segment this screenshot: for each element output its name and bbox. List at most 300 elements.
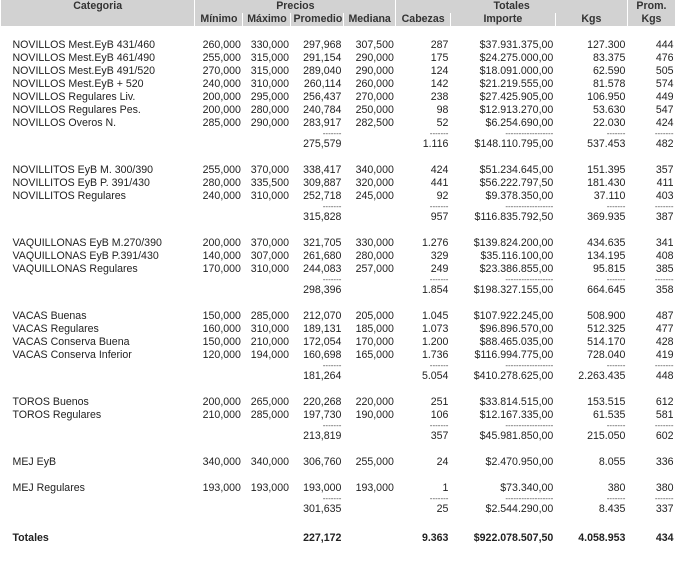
subtotal-cell: 275,579 [303, 137, 342, 150]
dash-separator: ------------------ [505, 276, 554, 283]
row-cell: 92 [436, 190, 449, 202]
dash-separator: ------- [654, 422, 674, 429]
row-cell: 315,000 [250, 52, 289, 64]
dash-separator: ------------------ [505, 422, 554, 429]
row-cell: 419 [655, 349, 674, 361]
subtotal-cell: 1.116 [422, 137, 449, 150]
dash-separator: ------------------ [505, 203, 554, 210]
subtotal-cell: 301,635 [303, 502, 342, 515]
table-row [1, 65, 676, 78]
subtotal-cell: 957 [430, 210, 449, 223]
row-cell: 200,000 [202, 104, 241, 116]
row-cell [195, 469, 243, 482]
row-cell: 151.395 [587, 164, 626, 176]
table-row [1, 164, 676, 177]
row-cell: 250,000 [355, 104, 394, 116]
row-cell: 62.590 [592, 65, 626, 77]
row-cell: 142 [430, 78, 449, 90]
subtotal-cell: 369.935 [587, 210, 626, 223]
row-cell: 408 [655, 250, 674, 262]
dash-separator: ------------------ [505, 362, 554, 369]
row-category: NOVILLOS Mest.EyB + 520 [12, 78, 144, 90]
row-cell [450, 469, 555, 482]
header-kgs: Kgs [555, 13, 627, 26]
dash-separator: ------- [322, 362, 342, 369]
row-cell: 280,000 [202, 177, 241, 189]
dash-separator: ------- [654, 362, 674, 369]
row-cell: 574 [655, 78, 674, 90]
subtotal-row [1, 429, 676, 443]
totals-promedio: 227,172 [303, 531, 342, 544]
row-cell: 270,000 [202, 65, 241, 77]
row-cell: 124 [430, 65, 449, 77]
row-cell: 256,437 [303, 91, 342, 103]
row-cell: 240,000 [202, 78, 241, 90]
table-row [1, 336, 676, 349]
table-row [1, 39, 676, 52]
row-category: TOROS Regulares [12, 409, 102, 421]
row-cell: 449 [655, 91, 674, 103]
row-category: NOVILLOS Overos N. [12, 117, 117, 129]
row-cell: 193,000 [250, 482, 289, 494]
table-row [1, 323, 676, 336]
row-cell: 249 [430, 263, 449, 275]
row-cell: 1.073 [421, 323, 449, 335]
header-totales: Totales [396, 0, 628, 13]
table-row [1, 482, 676, 495]
table-row [1, 104, 676, 117]
row-cell: 385 [655, 263, 674, 275]
row-category: VAQUILLONAS Regulares [12, 263, 138, 275]
row-cell: 81.578 [592, 78, 626, 90]
row-cell: 95.815 [592, 263, 626, 275]
row-cell: 172,054 [303, 336, 342, 348]
row-cell: 189,131 [303, 323, 342, 335]
row-cell: 340,000 [202, 456, 241, 468]
row-cell: 260,114 [303, 78, 342, 90]
row-cell [243, 469, 291, 482]
row-cell: 290,000 [355, 52, 394, 64]
row-cell: 295,000 [250, 91, 289, 103]
row-category: VACAS Regulares [12, 323, 99, 335]
row-cell: 165,000 [355, 349, 394, 361]
table-row [1, 349, 676, 362]
totals-cabezas: 9.363 [421, 531, 449, 544]
row-cell: 150,000 [202, 336, 241, 348]
dash-separator: ------- [429, 130, 449, 137]
dash-separator: ------- [654, 203, 674, 210]
row-cell: 181.430 [587, 177, 626, 189]
row-cell: 477 [655, 323, 674, 335]
row-cell: 282,500 [355, 117, 394, 129]
row-cell: 370,000 [250, 237, 289, 249]
dash-separator: ------------------ [505, 495, 554, 502]
header-mediana: Mediana [343, 13, 395, 26]
row-cell: 153.515 [587, 396, 626, 408]
row-cell: 185,000 [355, 323, 394, 335]
row-cell: $73.340,00 [500, 482, 554, 494]
totals-prom-kgs: 434 [655, 531, 674, 544]
row-cell: 612 [655, 396, 674, 408]
row-category: VAQUILLONAS EyB P.391/430 [12, 250, 159, 262]
separator-row [1, 130, 676, 137]
dash-separator: ------- [606, 130, 626, 137]
row-cell: 240,784 [303, 104, 342, 116]
row-cell: 1.200 [421, 336, 449, 348]
subtotal-cell: $116.835.792,50 [474, 210, 554, 223]
row-cell: 338,417 [303, 164, 342, 176]
row-cell: 240,000 [202, 190, 241, 202]
table-row [1, 469, 676, 482]
table-row [1, 250, 676, 263]
row-cell: 315,000 [250, 65, 289, 77]
row-cell: 411 [656, 177, 674, 189]
row-cell [396, 469, 451, 482]
spacer-row [1, 383, 676, 396]
row-cell: 200,000 [202, 91, 241, 103]
row-cell: 212,070 [303, 310, 342, 322]
header-importe: Importe [450, 13, 555, 26]
row-cell: $35.116.100,00 [480, 250, 554, 262]
subtotal-cell: 298,396 [303, 283, 342, 296]
row-cell: 434.635 [587, 237, 626, 249]
table-row [1, 78, 676, 91]
row-cell: 261,680 [303, 250, 342, 262]
row-cell: 581 [655, 409, 674, 421]
row-cell: 444 [655, 39, 674, 51]
totals-importe: $922.078.507,50 [473, 531, 554, 544]
row-category: VACAS Buenas [12, 310, 87, 322]
row-cell: 52 [436, 117, 449, 129]
row-cell: 24 [436, 456, 449, 468]
subtotal-cell: 337 [655, 502, 674, 515]
row-cell: 424 [430, 164, 449, 176]
row-cell: 193,000 [355, 482, 394, 494]
row-cell: 190,000 [355, 409, 394, 421]
row-category: MEJ Regulares [12, 482, 85, 494]
row-cell: 251 [430, 396, 449, 408]
row-cell: 380 [655, 482, 674, 494]
row-cell: 370,000 [250, 164, 289, 176]
subtotal-cell: 315,828 [303, 210, 342, 223]
subtotal-row [1, 369, 676, 383]
subtotal-cell: $410.278.625,00 [473, 369, 554, 382]
table-row [1, 190, 676, 203]
dash-separator: ------- [322, 422, 342, 429]
row-cell: 424 [655, 117, 674, 129]
row-cell: 547 [655, 104, 674, 116]
table-row [1, 91, 676, 104]
dash-separator: ------- [429, 203, 449, 210]
row-cell: 336 [655, 456, 674, 468]
row-cell: 508.900 [587, 310, 626, 322]
row-cell: $51.234.645,00 [479, 164, 554, 176]
row-cell: 290,000 [250, 117, 289, 129]
row-cell: 160,698 [303, 349, 342, 361]
row-cell: 340,000 [355, 164, 394, 176]
row-cell: 37.110 [593, 190, 626, 202]
row-cell: 255,000 [202, 52, 241, 64]
dash-separator: ------- [654, 276, 674, 283]
dash-separator: ------- [429, 495, 449, 502]
row-cell: 252,718 [303, 190, 342, 202]
row-cell: 330,000 [355, 237, 394, 249]
row-cell: 289,040 [303, 65, 342, 77]
row-cell: 265,000 [250, 396, 289, 408]
row-cell: 476 [655, 52, 674, 64]
row-cell: 283,917 [303, 117, 342, 129]
row-cell: 106 [430, 409, 449, 421]
row-cell: 307,500 [355, 39, 394, 51]
dash-separator: ------- [429, 362, 449, 369]
subtotal-cell: 664.645 [587, 283, 626, 296]
dash-separator: ------- [654, 495, 674, 502]
dash-separator: ------- [606, 276, 626, 283]
row-cell: 175 [430, 52, 449, 64]
subtotal-cell: 357 [430, 429, 449, 442]
dash-separator: ------- [429, 276, 449, 283]
header-prom: Prom. [627, 0, 675, 13]
row-cell: 98 [436, 104, 449, 116]
row-cell [627, 469, 675, 482]
totals-label: Totales [12, 531, 49, 544]
row-cell: 291,154 [303, 52, 342, 64]
row-cell: 194,000 [250, 349, 289, 361]
row-cell: 329 [430, 250, 449, 262]
header-maximo: Máximo [243, 13, 291, 26]
header-prom-kgs: Kgs [627, 13, 675, 26]
row-category: NOVILLOS Regulares Pes. [12, 104, 141, 116]
table-row [1, 263, 676, 276]
row-cell: 505 [655, 65, 674, 77]
row-cell: 220,268 [303, 396, 342, 408]
row-cell: 1.276 [421, 237, 449, 249]
row-cell: 330,000 [250, 39, 289, 51]
row-category: MEJ EyB [12, 456, 57, 468]
subtotal-cell: 213,819 [303, 429, 342, 442]
row-cell: $23.386.855,00 [479, 263, 554, 275]
table-row [1, 310, 676, 323]
row-cell: $21.219.555,00 [479, 78, 554, 90]
row-cell: $6.254.690,00 [485, 117, 554, 129]
subtotal-row [1, 210, 676, 224]
row-cell: $12.167.335,00 [479, 409, 554, 421]
subtotal-row [1, 283, 676, 297]
row-cell [343, 469, 395, 482]
row-cell: 193,000 [202, 482, 241, 494]
totals-kgs: 4.058.953 [578, 531, 626, 544]
row-cell: 170,000 [202, 263, 241, 275]
spacer-row [1, 297, 676, 310]
subtotal-cell: 8.435 [598, 502, 626, 515]
subtotal-cell: $148.110.795,00 [474, 137, 554, 150]
row-cell: 260,000 [202, 39, 241, 51]
row-cell: $139.824.200,00 [473, 237, 554, 249]
row-cell: $24.275.000,00 [479, 52, 554, 64]
row-cell: 200,000 [202, 237, 241, 249]
row-category: NOVILLOS Mest.EyB 431/460 [12, 39, 155, 51]
row-cell: 487 [655, 310, 674, 322]
spacer-row [1, 151, 676, 164]
row-category: NOVILLITOS EyB M. 300/390 [12, 164, 154, 176]
row-cell: 170,000 [355, 336, 394, 348]
row-cell: 310,000 [250, 78, 289, 90]
row-cell: $18.091.000,00 [479, 65, 554, 77]
row-cell: 514.170 [587, 336, 626, 348]
row-cell: 106.950 [587, 91, 626, 103]
row-cell: 320,000 [355, 177, 394, 189]
row-cell: 280,000 [355, 250, 394, 262]
row-category: VACAS Conserva Inferior [12, 349, 132, 361]
row-cell: 210,000 [250, 336, 289, 348]
spacer-row [1, 224, 676, 237]
dash-separator: ------- [606, 422, 626, 429]
subtotal-row [1, 502, 676, 516]
row-cell: 340,000 [250, 456, 289, 468]
row-cell: 53.630 [592, 104, 626, 116]
separator-row [1, 495, 676, 502]
table-body [1, 26, 676, 529]
row-category: TOROS Buenos [12, 396, 89, 408]
row-cell: $27.425.905,00 [479, 91, 554, 103]
subtotal-cell: $198.327.155,00 [473, 283, 554, 296]
row-category: NOVILLITOS Regulares [12, 190, 126, 202]
row-cell: $2.470.950,00 [485, 456, 554, 468]
subtotal-cell: 448 [655, 369, 674, 382]
row-cell: $12.913.270,00 [479, 104, 554, 116]
subtotal-cell: 537.453 [587, 137, 626, 150]
row-cell: 403 [655, 190, 674, 202]
dash-separator: ------- [322, 495, 342, 502]
table-row [1, 237, 676, 250]
row-cell: $88.465.035,00 [479, 336, 554, 348]
subtotal-cell: 5.054 [421, 369, 449, 382]
row-cell [555, 469, 627, 482]
subtotal-cell: 25 [436, 502, 449, 515]
row-cell: 285,000 [250, 409, 289, 421]
row-category: VACAS Conserva Buena [12, 336, 130, 348]
row-cell: 285,000 [250, 310, 289, 322]
row-cell: 306,760 [303, 456, 342, 468]
subtotal-row [1, 137, 676, 151]
row-cell: 244,083 [303, 263, 342, 275]
row-cell: 210,000 [202, 409, 241, 421]
subtotal-cell: 602 [655, 429, 674, 442]
row-cell: 280,000 [250, 104, 289, 116]
row-cell: 290,000 [355, 65, 394, 77]
dash-separator: ------- [429, 422, 449, 429]
row-cell: 134.195 [587, 250, 626, 262]
row-cell: 61.535 [592, 409, 626, 421]
separator-row [1, 276, 676, 283]
header-categoria: Categoria [1, 0, 195, 26]
row-cell: 205,000 [355, 310, 394, 322]
header-promedio: Promedio [291, 13, 343, 26]
table-row [1, 396, 676, 409]
row-cell: 255,000 [202, 164, 241, 176]
table-row [1, 409, 676, 422]
dash-separator: ------- [606, 495, 626, 502]
spacer-row [1, 443, 676, 456]
table-row [1, 52, 676, 65]
dash-separator: ------- [322, 276, 342, 283]
row-cell: 357 [655, 164, 674, 176]
row-cell: 22.030 [592, 117, 626, 129]
row-cell: $33.814.515,00 [479, 396, 554, 408]
subtotal-cell: 215.050 [587, 429, 626, 442]
subtotal-cell: 358 [655, 283, 674, 296]
dash-separator: ------- [606, 362, 626, 369]
row-cell: 728.040 [587, 349, 626, 361]
row-category [1, 469, 195, 482]
separator-row [1, 362, 676, 369]
row-cell: 335,500 [250, 177, 289, 189]
row-cell: 200,000 [202, 396, 241, 408]
row-cell: 220,000 [355, 396, 394, 408]
row-cell: 380 [607, 482, 626, 494]
row-cell: $9.378.350,00 [485, 190, 554, 202]
row-cell: 1 [442, 482, 449, 494]
row-cell: 140,000 [202, 250, 241, 262]
row-cell: 310,000 [250, 190, 289, 202]
dash-separator: ------- [322, 130, 342, 137]
row-cell: 83.375 [592, 52, 626, 64]
row-cell: 255,000 [355, 456, 394, 468]
row-cell: 197,730 [303, 409, 342, 421]
subtotal-cell: $2.544.290,00 [485, 502, 554, 515]
subtotal-cell: $45.981.850,00 [479, 429, 554, 442]
row-category: NOVILLOS Mest.EyB 491/520 [12, 65, 155, 77]
row-cell: $56.222.797,50 [479, 177, 554, 189]
row-cell: 193,000 [303, 482, 342, 494]
subtotal-cell: 482 [655, 137, 674, 150]
table-row [1, 456, 676, 469]
spacer-row [1, 26, 676, 39]
row-cell: 1.045 [421, 310, 449, 322]
row-cell: 341 [655, 237, 674, 249]
row-cell: $37.931.375,00 [479, 39, 554, 51]
header-minimo: Mínimo [195, 13, 243, 26]
dash-separator: ------- [654, 130, 674, 137]
header-precios: Precios [195, 0, 396, 13]
subtotal-cell: 387 [655, 210, 674, 223]
subtotal-cell: 181,264 [303, 369, 342, 382]
totals-row [1, 529, 676, 547]
row-cell: 150,000 [202, 310, 241, 322]
row-cell: 307,000 [250, 250, 289, 262]
row-category: NOVILLOS Regulares Liv. [12, 91, 136, 103]
row-cell: $107.922.245,00 [473, 310, 554, 322]
row-cell: 120,000 [202, 349, 241, 361]
row-cell: $96.896.570,00 [479, 323, 554, 335]
table-row [1, 117, 676, 130]
table-header [1, 0, 676, 26]
row-cell: 160,000 [202, 323, 241, 335]
row-category: NOVILLITOS EyB P. 391/430 [12, 177, 150, 189]
subtotal-cell: 1.854 [421, 283, 449, 296]
row-cell: 1.736 [421, 349, 449, 361]
header-cabezas: Cabezas [396, 13, 451, 26]
separator-row [1, 203, 676, 210]
dash-separator: ------- [606, 203, 626, 210]
row-cell: 297,968 [303, 39, 342, 51]
row-cell [291, 469, 343, 482]
table-footer [1, 529, 676, 547]
row-cell: 257,000 [355, 263, 394, 275]
row-cell: 310,000 [250, 323, 289, 335]
row-cell: 238 [430, 91, 449, 103]
row-cell: 270,000 [355, 91, 394, 103]
